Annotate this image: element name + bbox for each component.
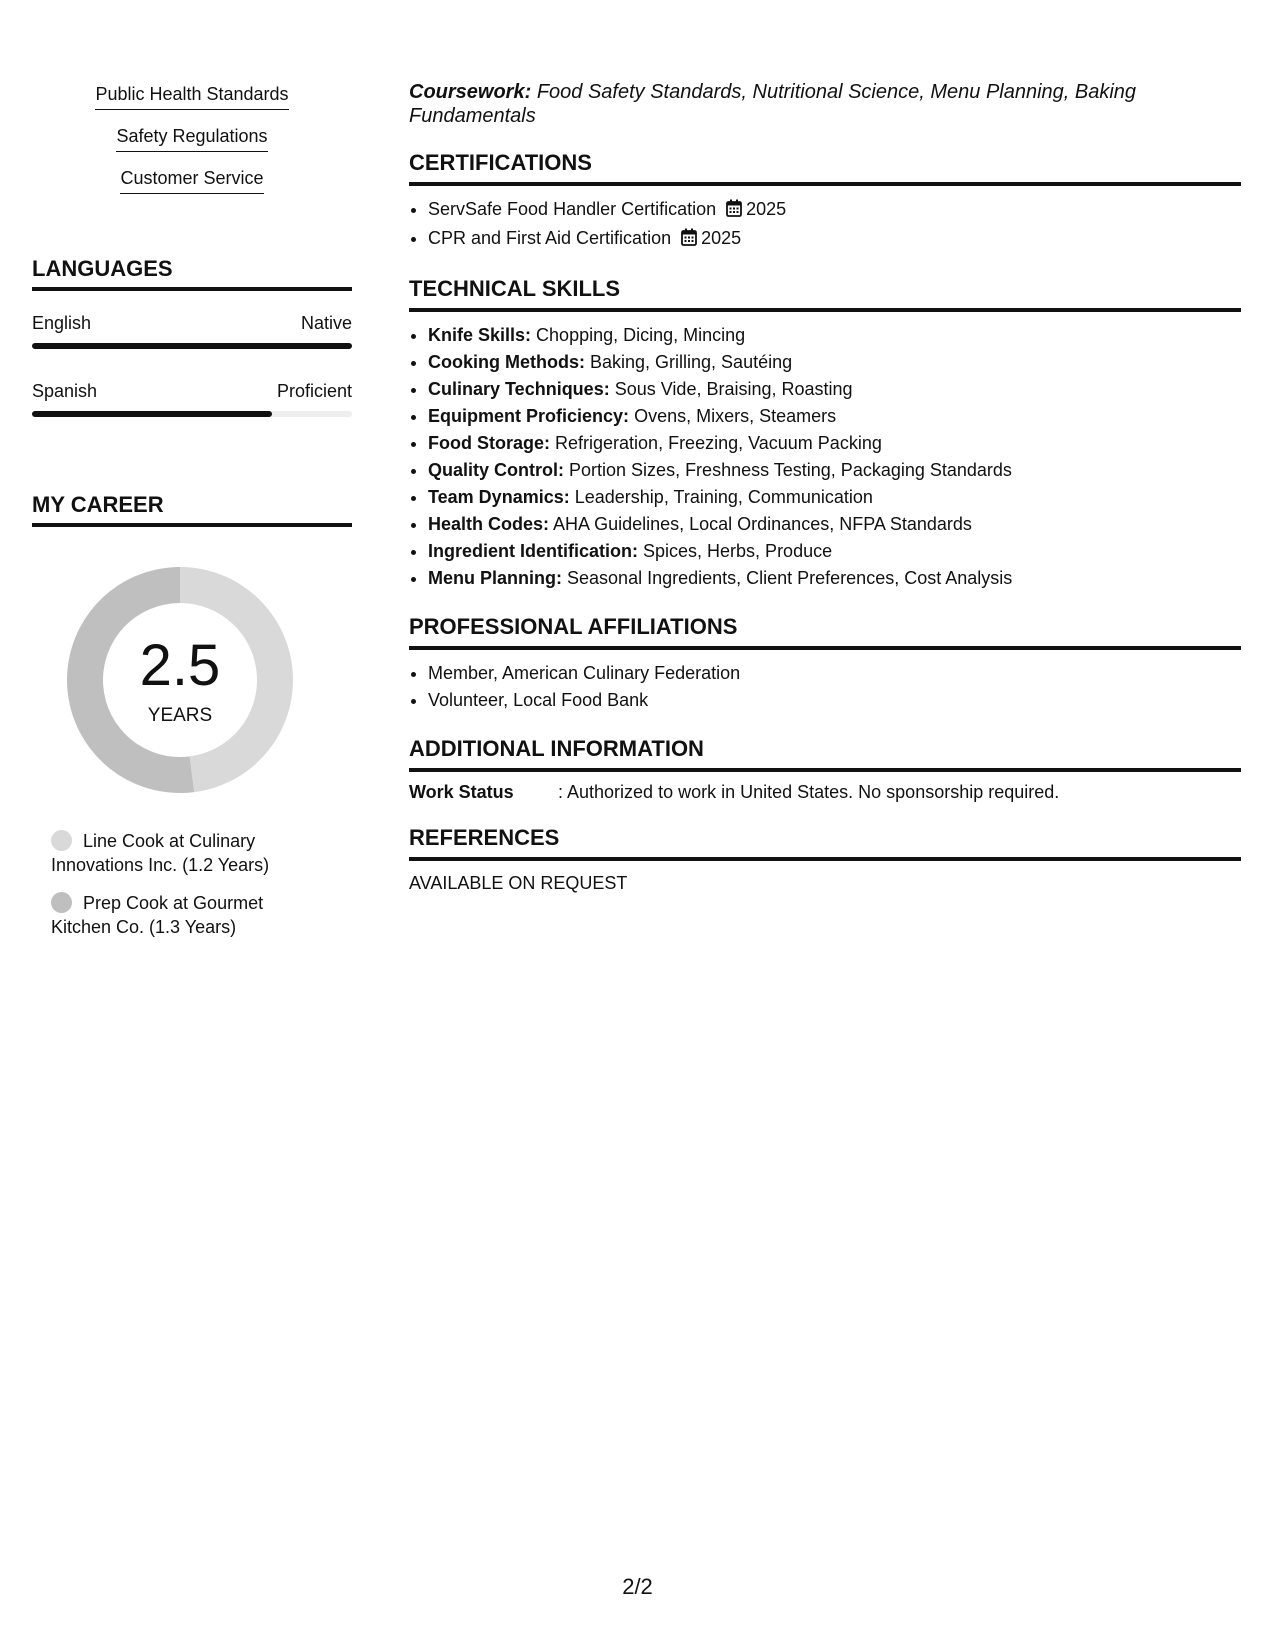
legend-label: Line Cook at Culinary Innovations Inc. (1.2 Years) [51, 831, 270, 875]
additional-info-heading: ADDITIONAL INFORMATION [409, 736, 1241, 772]
career-legend [32, 829, 352, 939]
language-proficiency-bar [32, 343, 352, 349]
certification-name: ServSafe Food Handler Certification [428, 199, 717, 219]
references-heading: REFERENCES [409, 825, 1241, 861]
career-total [67, 567, 293, 793]
language-name: Spanish [32, 381, 98, 401]
calendar-icon [681, 227, 697, 254]
career-total-value: 2.5 [139, 633, 221, 698]
skill-text: Refrigeration, Freezing, Vacuum Packing [555, 433, 882, 453]
skill-label: Knife Skills: [428, 325, 532, 345]
certification-year: 2025 [746, 199, 787, 219]
skill-tag: Public Health Standards [95, 84, 288, 110]
language-name: English [32, 313, 92, 333]
legend-swatch [51, 892, 72, 913]
main-content [409, 80, 1241, 894]
skill-text: Chopping, Dicing, Mincing [536, 325, 746, 345]
language-proficiency-bar [32, 411, 352, 417]
affiliations-heading: PROFESSIONAL AFFILIATIONS [409, 614, 1241, 650]
coursework-text: Food Safety Standards, Nutritional Science, Menu Planning, Baking Fundamentals [409, 81, 1137, 127]
technical-skill-item [428, 538, 1241, 565]
skill-tags [32, 84, 352, 210]
technical-skill-item [428, 484, 1241, 511]
technical-skills-list [409, 322, 1241, 592]
references-text: AVAILABLE ON REQUEST [409, 873, 628, 893]
certification-year: 2025 [701, 228, 742, 248]
skill-text: AHA Guidelines, Local Ordinances, NFPA Standards [553, 514, 972, 534]
skill-text: Portion Sizes, Freshness Testing, Packaging Standards [569, 460, 1012, 480]
career-legend-item [51, 891, 291, 939]
affiliations-list [409, 660, 1241, 714]
certifications-list [409, 196, 1241, 254]
skill-text: Seasonal Ingredients, Client Preferences, Cost Analysis [567, 568, 1013, 588]
languages-heading: LANGUAGES [32, 256, 352, 291]
technical-skill-item [428, 511, 1241, 538]
work-status-row [409, 782, 1241, 803]
technical-skill-item [428, 403, 1241, 430]
technical-skill-item [428, 565, 1241, 592]
skill-label: Food Storage: [428, 433, 550, 453]
skill-label: Team Dynamics: [428, 487, 570, 507]
affiliation-item: • Member, American Culinary Federation [428, 660, 1241, 687]
language-proficiency-fill [32, 411, 272, 417]
skill-tag: Safety Regulations [116, 126, 267, 152]
skill-label: Equipment Proficiency: [428, 406, 630, 426]
skill-label: Cooking Methods: [428, 352, 585, 372]
technical-skill-item [428, 322, 1241, 349]
skill-label: Culinary Techniques: [428, 379, 610, 399]
skill-text: Leadership, Training, Communication [574, 487, 873, 507]
legend-label: Prep Cook at Gourmet Kitchen Co. (1.3 Years) [51, 893, 264, 937]
skill-label: Quality Control: [428, 460, 564, 480]
skill-text: Baking, Grilling, Sautéing [590, 352, 793, 372]
skill-tag: Customer Service [120, 168, 263, 194]
skill-label: Ingredient Identification: [428, 541, 638, 561]
skill-text: Ovens, Mixers, Steamers [634, 406, 837, 426]
career-donut-chart [67, 567, 293, 793]
certification-item [428, 225, 1241, 254]
language-item-spanish [32, 381, 352, 417]
language-proficiency-fill [32, 343, 352, 349]
certification-name: CPR and First Aid Certification [428, 228, 672, 248]
language-level: Proficient [276, 381, 352, 401]
affiliation-item: • Volunteer, Local Food Bank [428, 687, 1241, 714]
career-total-unit: YEARS [147, 705, 213, 726]
language-item-english [32, 313, 352, 349]
career-legend-item [51, 829, 291, 877]
coursework-label: Coursework: [409, 81, 532, 103]
work-status-value: : Authorized to work in United States. No sponsorship required. [558, 782, 1060, 802]
technical-skills-heading: TECHNICAL SKILLS [409, 276, 1241, 312]
calendar-icon [726, 198, 742, 225]
career-heading: MY CAREER [32, 492, 352, 527]
certification-item [428, 196, 1241, 225]
legend-swatch [51, 830, 72, 851]
technical-skill-item [428, 430, 1241, 457]
technical-skill-item [428, 457, 1241, 484]
technical-skill-item [428, 376, 1241, 403]
skill-label: Menu Planning: [428, 568, 562, 588]
skill-label: Health Codes: [428, 514, 550, 534]
skill-text: Sous Vide, Braising, Roasting [614, 379, 853, 399]
skill-text: Spices, Herbs, Produce [643, 541, 833, 561]
technical-skill-item [428, 349, 1241, 376]
sidebar [32, 84, 352, 953]
coursework [409, 80, 1241, 128]
certifications-heading: CERTIFICATIONS [409, 150, 1241, 186]
work-status-label: Work Status [409, 782, 514, 802]
page-number: 2/2 [622, 1574, 653, 1599]
language-level: Native [300, 313, 352, 333]
